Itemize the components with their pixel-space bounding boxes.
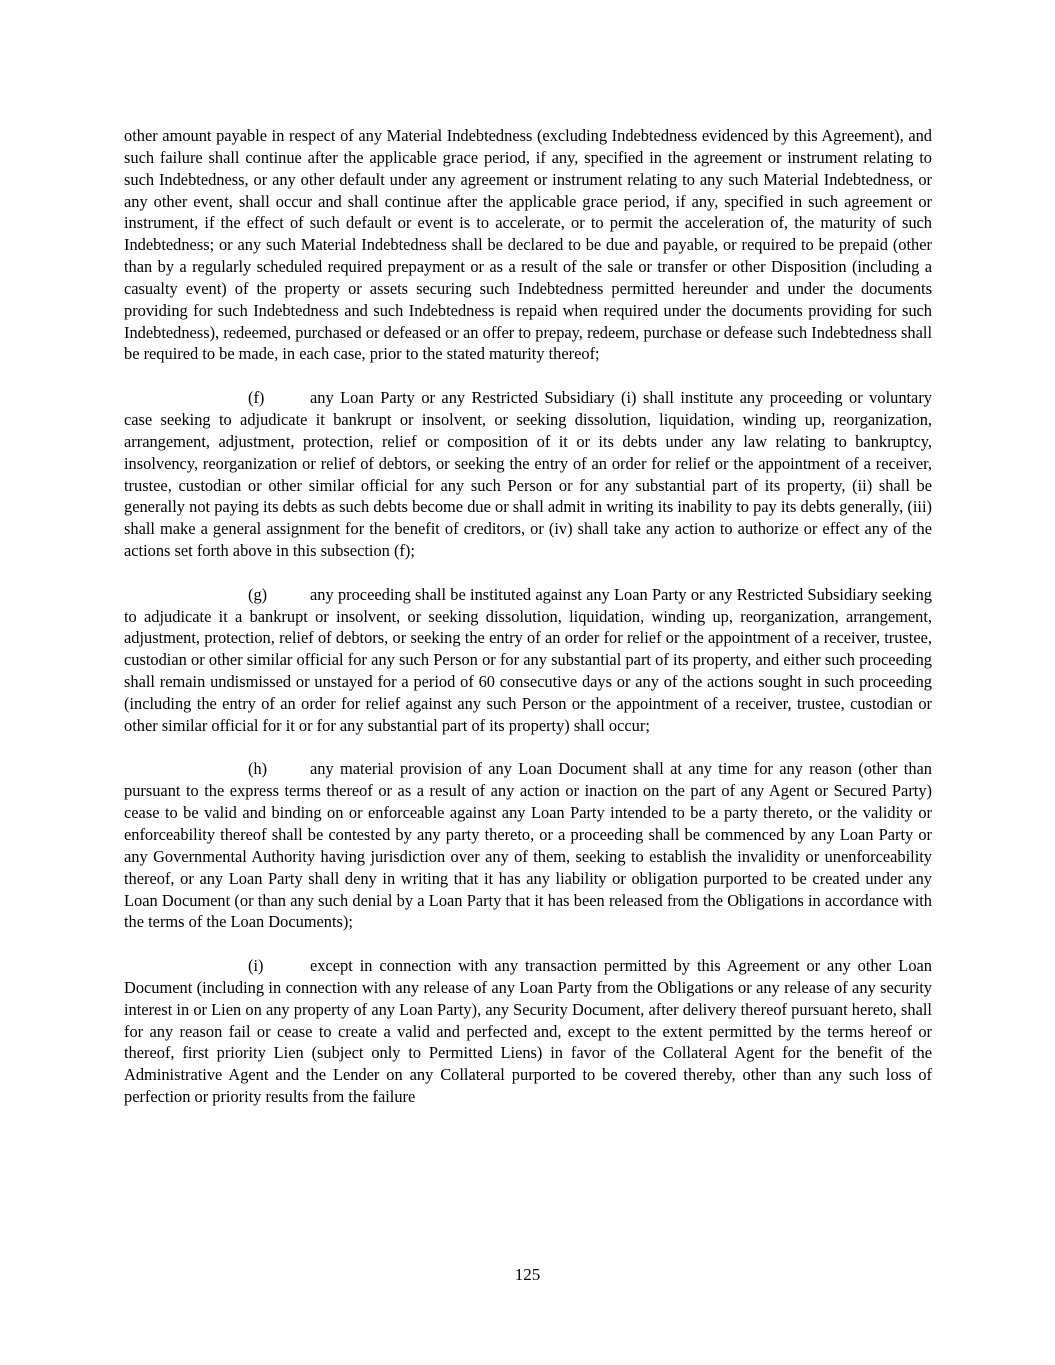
paragraph-g [124,584,932,737]
paragraph-f [124,387,932,562]
paragraph-marker-f: (f) [248,388,265,408]
paragraph-text: except in connection with any transaction permitted by this Agreement or any other Loan Document (including in connection with any release of any Loan Party from the Obligations or any release of any security interest in or Lien on any property of any Loan Party), any Security Document, after delivery thereof pursuant hereto, shall for any reason fail or cease to create a valid and perfected and, except to the extent permitted by the terms hereof or thereof, first priority Lien (subject only to Permitted Liens) in favor of the Collateral Agent for the benefit of the Administrative Agent and the Lender on any Collateral purported to be covered thereby, other than any such loss of perfection or priority results from the failure [124,956,932,1107]
paragraph-text: any material provision of any Loan Document shall at any time for any reason (other than pursuant to the express terms thereof or as a result of any action or inaction on the part of any Agent or Secured Party) cease to be valid and binding on or enforceable against any Loan Party intended to be a party thereto, or the validity or enforceability thereof shall be contested by any party thereto, or a proceeding shall be commenced by any Loan Party or any Governmental Authority having jurisdiction over any of them, seeking to establish the invalidity or unenforceability thereof, or any Loan Party shall deny in writing that it has any liability or obligation purported to be created under any Loan Document (or than any such denial by a Loan Party that it has been released from the Obligations in accordance with the terms of the Loan Documents); [124,759,932,932]
paragraph-continuation [124,125,932,365]
paragraph-marker-i: (i) [248,956,264,976]
paragraph-text: any proceeding shall be instituted against any Loan Party or any Restricted Subsidiary seeking to adjudicate it a bankrupt or insolvent, or seeking dissolution, liquidation, winding up, reorganization, arrangement, adjustment, protection, relief of debtors, or seeking the entry of an order for relief or the appointment of a receiver, trustee, custodian or other similar official for any such Person or for any substantial part of its property, and either such proceeding shall remain undismissed or unstayed for a period of 60 consecutive days or any of the actions sought in such proceeding (including the entry of an order for relief against any such Person or the appointment of a receiver, trustee, custodian or other similar official for it or for any substantial part of its property) shall occur; [124,584,932,735]
page-number: 125 [514,1265,541,1284]
paragraph-text: any Loan Party or any Restricted Subsidiary (i) shall institute any proceeding or voluntary case seeking to adjudicate it bankrupt or insolvent, or seeking dissolution, liquidation, winding up, reorganization, arrangement, adjustment, protection, relief or composition of it or its debts under any law relating to bankruptcy, insolvency, reorganization or relief of debtors, or seeking the entry of an order for relief or the appointment of a receiver, trustee, custodian or other similar official for any such Person or for any substantial part of its property, (ii) shall be generally not paying its debts as such debts become due or shall admit in writing its inability to pay its debts generally, (iii) shall make a general assignment for the benefit of creditors, or (iv) shall take any action to authorize or effect any of the actions set forth above in this subsection (f); [124,388,932,561]
document-body [124,125,932,1130]
paragraph-marker-g: (g) [248,584,268,604]
paragraph-i [124,955,932,1108]
paragraph-marker-h: (h) [248,759,268,779]
paragraph-text: other amount payable in respect of any Material Indebtedness (excluding Indebtedness evidenced by this Agreement), and such failure shall continue after the applicable grace period, if any, specified in the agreement or instrument relating to such Indebtedness, or any other default under any agreement or instrument relating to any such Material Indebtedness, or any other event, shall occur and shall continue after the applicable grace period, if any, specified in such agreement or instrument, if the effect of such default or event is to accelerate, or to permit the acceleration of, the maturity of such Indebtedness; or any such Material Indebtedness shall be declared to be due and payable, or required to be prepaid (other than by a regularly scheduled required prepayment or as a result of the sale or transfer or other Disposition (including a casualty event) of the property or assets securing such Indebtedness permitted hereunder and under the documents providing for such Indebtedness and such Indebtedness is repaid when required under the documents providing for such Indebtedness), redeemed, purchased or defeased or an offer to prepay, redeem, purchase or defease such Indebtedness shall be required to be made, in each case, prior to the stated maturity thereof; [124,126,932,364]
paragraph-h [124,758,932,933]
